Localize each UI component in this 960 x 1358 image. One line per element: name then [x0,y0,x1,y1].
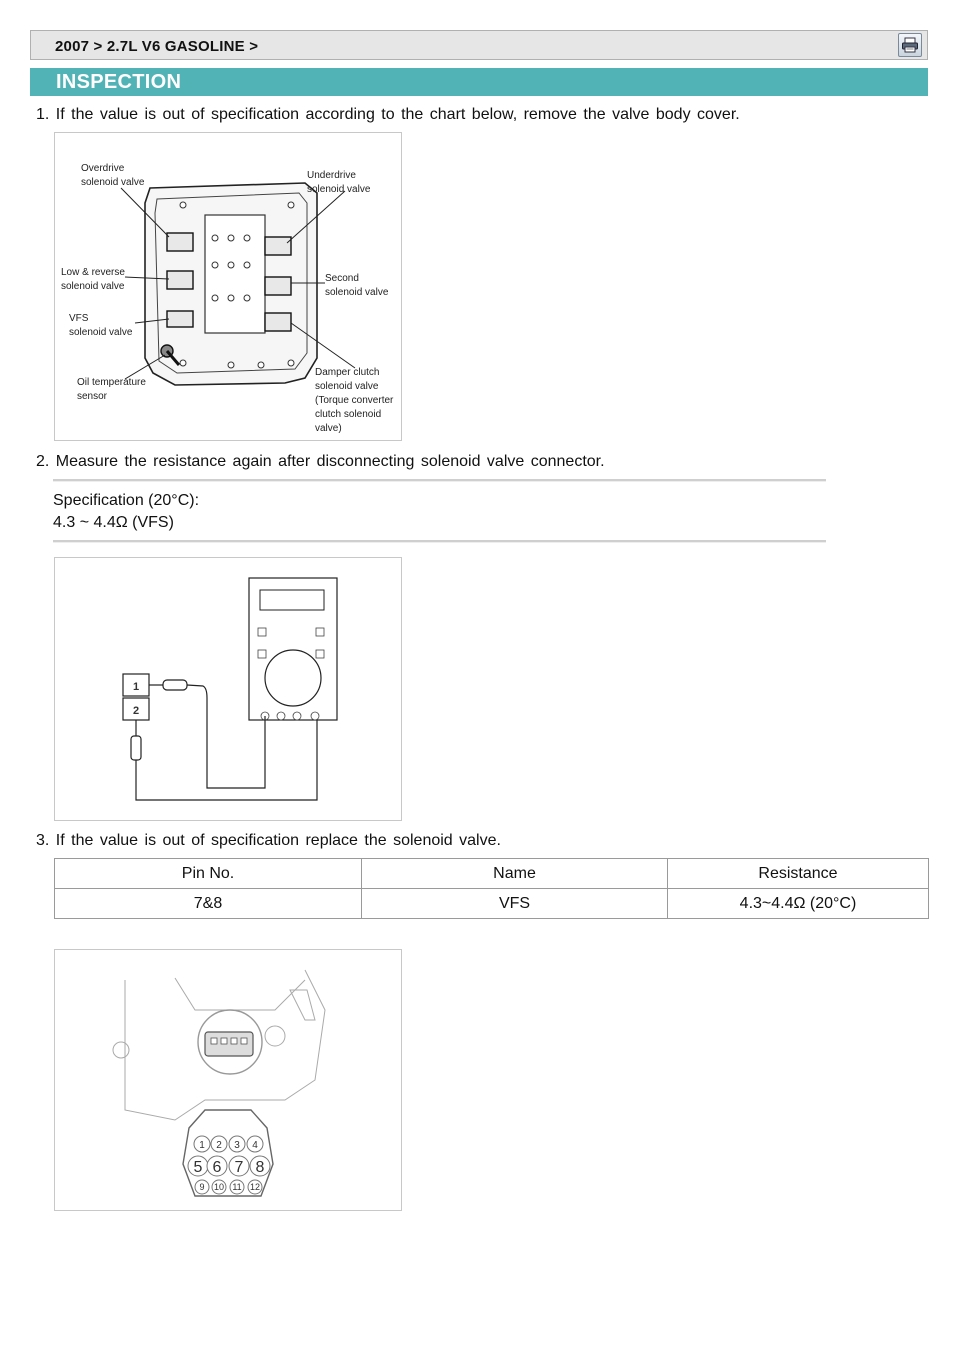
pin-7: 7 [234,1159,244,1176]
label-overdrive: Overdrive [81,163,125,174]
print-button[interactable] [898,33,922,57]
pin-5: 5 [193,1159,203,1176]
cell-resistance: 4.3~4.4Ω (20°C) [668,889,929,919]
connector-figure [54,949,402,1211]
step-1-text: 1. If the value is out of specification according to the chart below, remove the valve body cover. [36,106,740,123]
label-second-2: solenoid valve [325,287,389,298]
breadcrumb[interactable]: 2007 > 2.7L V6 GASOLINE > [55,38,259,55]
pin-4: 4 [252,1140,258,1151]
pin-10: 10 [213,1182,225,1192]
label-oil-temp-2: sensor [77,391,108,402]
header-name: Name [362,859,668,889]
label-damper-3: (Torque converter [315,395,394,406]
table-row [55,889,929,919]
pin-12: 12 [249,1182,261,1192]
pin-6: 6 [212,1159,222,1176]
spec-top-rule [53,479,826,482]
spec-value: 4.3 ~ 4.4Ω (VFS) [53,514,174,531]
cell-name: VFS [362,889,668,919]
label-damper: Damper clutch [315,367,380,378]
label-oil-temp: Oil temperature [77,377,146,388]
label-damper-4: clutch solenoid [315,409,382,420]
step-2-text: 2. Measure the resistance again after disconnecting solenoid valve connector. [36,453,605,470]
label-overdrive-2: solenoid valve [81,177,145,188]
label-vfs-2: solenoid valve [69,327,133,338]
header-pin-no: Pin No. [55,859,362,889]
multimeter-figure [54,557,402,821]
label-low-reverse: Low & reverse [61,267,125,278]
step-3-text: 3. If the value is out of specification replace the solenoid valve. [36,832,501,849]
label-damper-5: valve) [315,423,342,434]
breadcrumb-bar [30,30,928,60]
resistance-table [54,858,929,919]
section-title: INSPECTION [56,71,182,93]
label-underdrive-2: solenoid valve [307,184,371,195]
pin-9: 9 [199,1182,205,1192]
label-second: Second [325,273,359,284]
printer-icon [901,36,919,54]
pin-8: 8 [255,1159,265,1176]
label-low-reverse-2: solenoid valve [61,281,125,292]
pin-label-1: 1 [132,681,140,693]
header-resistance: Resistance [668,859,929,889]
pin-2: 2 [216,1140,222,1151]
spec-label: Specification (20°C): [53,492,200,509]
valve-body-figure [54,132,402,441]
pin-11: 11 [232,1182,242,1192]
pin-3: 3 [234,1140,240,1151]
section-header [30,68,928,96]
cell-pin-no: 7&8 [55,889,362,919]
spec-bottom-rule [53,540,826,543]
label-underdrive: Underdrive [307,170,356,181]
label-damper-2: solenoid valve [315,381,379,392]
table-header-row [55,859,929,889]
pin-1: 1 [199,1140,205,1151]
label-vfs: VFS [69,313,89,324]
pin-label-2: 2 [132,705,140,717]
